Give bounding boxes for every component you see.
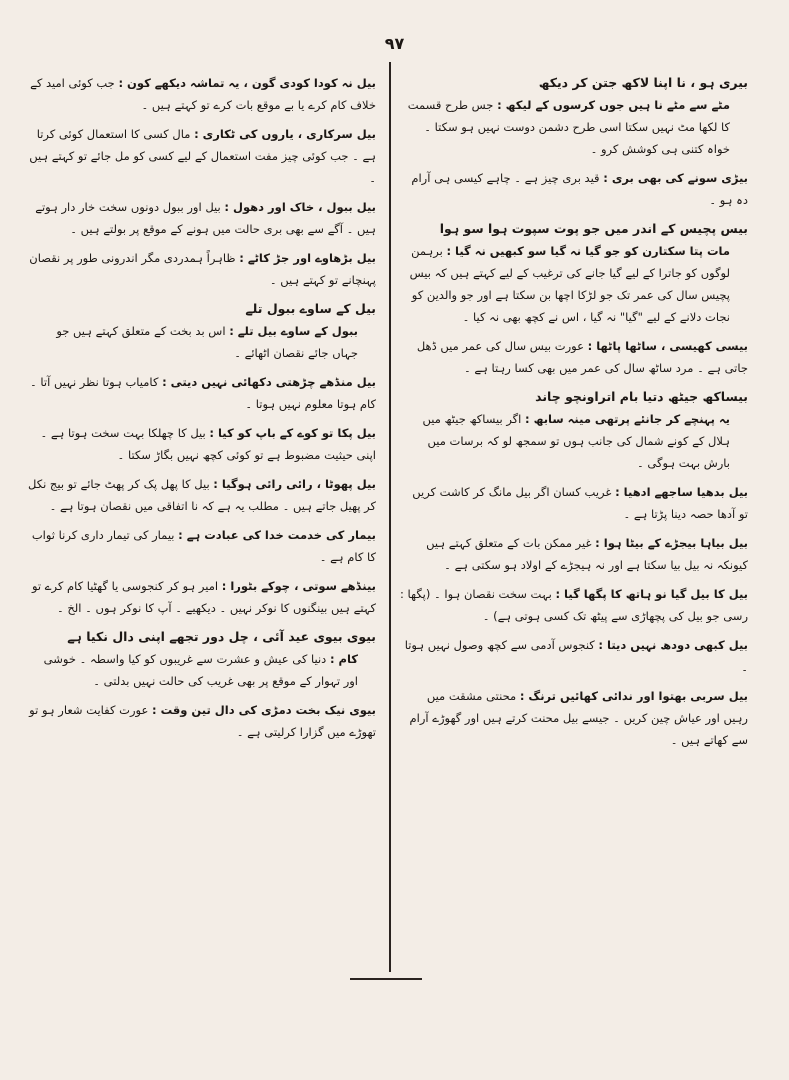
dictionary-entry	[28, 626, 376, 692]
entry-headword: بیل بڑھاوے اور جڑ کاٹے :	[239, 251, 376, 265]
entry-definition: بیل کا پھل پک کر پھٹ جائے تو بیج نکل کر پھیل جاتے ہیں ۔ مطلب یہ ہے کہ نا اتفاقی میں نقصان ہوتا ہے ۔	[28, 477, 376, 513]
entry-definition: قید بری چیز ہے ۔ چاہے کیسی ہی آرام دہ ہو ۔	[411, 171, 748, 207]
bottom-rule	[350, 978, 422, 980]
entry-sub-headword: یہ پہنچے کر جانئے پرتھی مینہ سابھ :	[525, 412, 730, 426]
entry-definition: بیل اور ببول دونوں سخت خار دار ہوتے ہیں ۔ آگے سے بھی بری حالت میں ہونے کے موقع پر بولتے ہیں ۔	[35, 200, 376, 236]
dictionary-entry	[28, 371, 376, 415]
dictionary-entry	[28, 699, 376, 743]
entry-definition: محنتی مشقت میں رہیں اور عیاش چین کریں ۔ جیسے بیل محنت کرتے ہیں اور گھوڑے آرام سے کھاتے ہیں ۔	[409, 689, 748, 747]
dictionary-entry	[28, 247, 376, 291]
entry-headword: بیل ببول ، خاک اور دھول :	[224, 200, 376, 214]
entry-headword: بیل پھوٹا ، رائی رائی ہوگیا :	[213, 477, 376, 491]
entry-definition: اگر بیساکھ جیٹھ میں ہلال کے کونے شمال کی جانب ہوں تو سمجھ لو کہ برسات میں بارش بہت ہوگی ۔	[422, 412, 730, 470]
dictionary-entry	[400, 583, 748, 627]
entry-headword: بیمار کی خدمت خدا کی عبادت ہے :	[178, 528, 376, 542]
dictionary-entry	[28, 72, 376, 116]
entry-definition: عورت کفایت شعار ہو تو تھوڑے میں گزارا کرلیتی ہے ۔	[29, 703, 376, 739]
dictionary-entry	[28, 524, 376, 568]
dictionary-entry	[400, 218, 748, 328]
entry-headword: بیل پکا تو کوے کے باپ کو کیا :	[209, 426, 376, 440]
entry-definition: اس بد بخت کے متعلق کہتے ہیں جو جہاں جائے نقصان اٹھائے ۔	[56, 324, 358, 360]
entry-definition: بیمار کی تیمار داری کرنا ثواب کا کام ہے ۔	[31, 528, 376, 564]
entry-headword: بیسی کھیسی ، ساٹھا پاٹھا :	[587, 339, 748, 353]
dictionary-entry	[400, 386, 748, 474]
left-column	[28, 72, 376, 750]
dictionary-entry	[400, 532, 748, 576]
entry-headword: بیل کبھی دودھ نہیں دیتا :	[598, 638, 748, 652]
entry-headword: بینڈھے سوتی ، چوکے بٹورا :	[221, 579, 376, 593]
dictionary-entry	[400, 481, 748, 525]
entry-sub-headword: ببول کے ساوے بیل تلے :	[229, 324, 358, 338]
entry-headword: بیل سرکاری ، یاروں کی ٹکاری :	[194, 127, 376, 141]
dictionary-entry	[400, 335, 748, 379]
entry-headword: بیری ہو ، نا اپنا لاکھ جتن کر دیکھ	[538, 75, 748, 90]
dictionary-entry	[400, 685, 748, 751]
dictionary-entry	[400, 72, 748, 160]
entry-sub-headword: مات پتا سکتارن کو جو گیا نہ گیا سو کبھیں نہ گیا :	[446, 244, 730, 258]
entry-definition: برہمن لوگوں کو جاترا کے لیے گیا جانے کی ترغیب کے لیے کہتے ہیں کہ بیس پچیس سال کی عمر تک جو لڑکا اچھا بن سکتا ہے اور جو والدین کو نجات دلانے کے لیے "گیا" نہ گیا ، اس نے کچھ بھی نہ کیا ۔	[409, 244, 730, 324]
dictionary-entry	[28, 196, 376, 240]
entry-definition: کنجوس آدمی سے کچھ وصول نہیں ہوتا ۔	[404, 638, 748, 674]
entry-definition: بیل کا چھلکا بہت سخت ہوتا ہے ۔ اپنی حیثیت مضبوط ہے تو کوئی کچھ نہیں بگاڑ سکتا ۔	[40, 426, 376, 462]
dictionary-entry	[28, 298, 376, 364]
entry-headword: بیل نہ کودا کودی گون ، یہ تماشہ دیکھے کون :	[118, 76, 376, 90]
entry-definition: دنیا کی عیش و عشرت سے غریبوں کو کیا واسطہ ۔ خوشی اور تہوار کے موقع پر بھی غریب کی حالت نہیں بدلتی ۔	[43, 652, 358, 688]
page-number: ۹۷	[384, 34, 405, 53]
entry-headword: بیل بیاہا بیجڑے کے بیٹا ہوا :	[595, 536, 748, 550]
entry-headword: بیل کے ساوے ببول تلے	[245, 301, 376, 316]
entry-definition: غیر ممکن بات کے متعلق کہتے ہیں کیونکہ نہ بیل بیا سکتا ہے اور نہ ہیجڑے کے اولاد ہو سکتی ہے ۔	[426, 536, 748, 572]
dictionary-entry	[400, 634, 748, 678]
dictionary-entry	[28, 123, 376, 189]
entry-definition: بہت سخت نقصان ہوا ۔ (پگھا : رسی جو بیل کی پچھاڑی سے پیٹھ تک کسی ہوتی ہے) ۔	[400, 587, 748, 623]
entry-headword: بیل منڈھے چڑھتی دکھائی نہیں دیتی :	[162, 375, 376, 389]
entry-headword: بیوی بیوی عید آئی ، چل دور تجھے اپنی دال نکیا ہے	[67, 629, 376, 644]
entry-headword: بیس پچیس کے اندر میں جو پوت سپوت ہوا سو ہوا	[439, 221, 748, 236]
entry-headword: بیل بدھیا ساجھے ادھیا :	[615, 485, 748, 499]
entry-definition: کامیاب ہوتا نظر نہیں آتا ۔ کام ہوتا معلوم نہیں ہوتا ۔	[30, 375, 376, 411]
dictionary-entry	[28, 575, 376, 619]
entry-headword: بیساکھ جیٹھ دتیا بام اتراونچو چاند	[535, 389, 748, 404]
dictionary-entry	[400, 167, 748, 211]
entry-headword: بیوی نیک بخت دمڑی کی دال تین وقت :	[151, 703, 376, 717]
entry-sub-headword: کام :	[329, 652, 358, 666]
right-column	[400, 72, 748, 758]
entry-definition: عورت بیس سال کی عمر میں ڈھل جاتی ہے ۔ مرد ساٹھ سال کی عمر میں بھی کسا رہتا ہے ۔	[416, 339, 748, 375]
entry-headword: بیل سربی بھتوا اور ندائی کھائیں ترنگ :	[519, 689, 748, 703]
entry-definition: ظاہراً ہمدردی مگر اندرونی طور پر نقصان پہنچانے تو کہتے ہیں ۔	[29, 251, 376, 287]
entry-definition: جس طرح قسمت کا لکھا مٹ نہیں سکتا اسی طرح دشمن دوست نہیں ہو سکتا ۔ خواہ کتنی ہی کوشش کرو ۔	[407, 98, 730, 156]
entry-definition: غریب کسان اگر بیل مانگ کر کاشت کریں تو آدھا حصہ دینا پڑتا ہے ۔	[412, 485, 748, 521]
entry-sub-headword: مٹے سے مٹے نا ہیں جوں کرسوں کے لیکھ :	[497, 98, 730, 112]
entry-definition: مال کسی کا استعمال کوئی کرتا ہے ۔ جب کوئی چیز مفت استعمال کے لیے کسی کو مل جائے تو کہتے ہیں ۔	[29, 127, 376, 185]
column-divider	[389, 62, 391, 972]
entry-headword: بیڑی سونے کی بھی بری :	[603, 171, 748, 185]
dictionary-entry	[28, 422, 376, 466]
dictionary-entry	[28, 473, 376, 517]
entry-headword: بیل کا بیل گیا نو ہاتھ کا پگھا گیا :	[555, 587, 748, 601]
entry-definition: امیر ہو کر کنجوسی یا گھٹیا کام کرے تو کہتے ہیں بینگنوں کا نوکر نہیں ۔ دیکھیے ۔ آپ کا نوکر ہوں ۔ الخ ۔	[31, 579, 376, 615]
entry-definition: جب کوئی امید کے خلاف کام کرے یا بے موقع بات کرے تو کہتے ہیں ۔	[30, 76, 376, 112]
